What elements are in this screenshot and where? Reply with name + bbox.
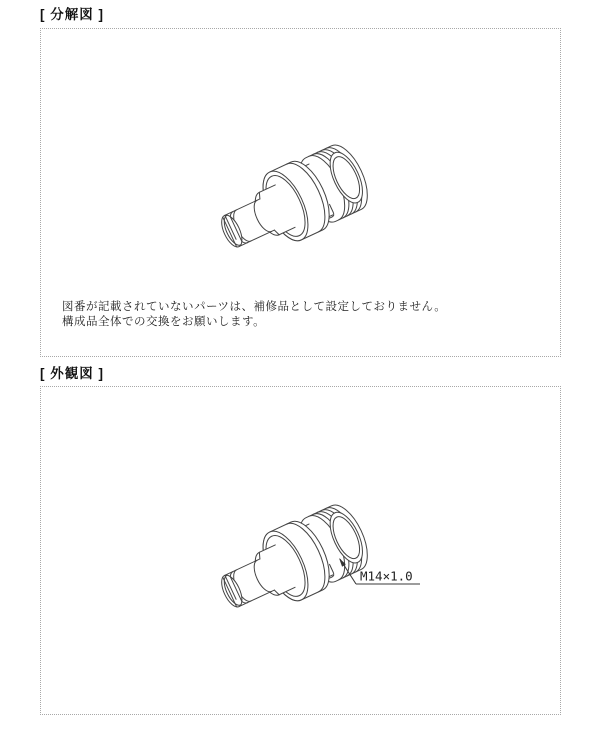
- thread-size-label: M14×1.0: [360, 568, 413, 584]
- external-view-title: [ 外観図 ]: [40, 366, 104, 381]
- repair-note-line2: 構成品全体での交換をお願いします。: [62, 316, 266, 328]
- external-view-drawing: [41, 387, 560, 714]
- repair-note-line1: 図番が記載されていないパーツは、補修品として設定しておりません。: [62, 301, 447, 313]
- exploded-view-title: [ 分解図 ]: [40, 7, 104, 22]
- repair-note: [62, 300, 446, 330]
- external-view-frame: [40, 386, 561, 715]
- exploded-view-frame: [40, 28, 561, 357]
